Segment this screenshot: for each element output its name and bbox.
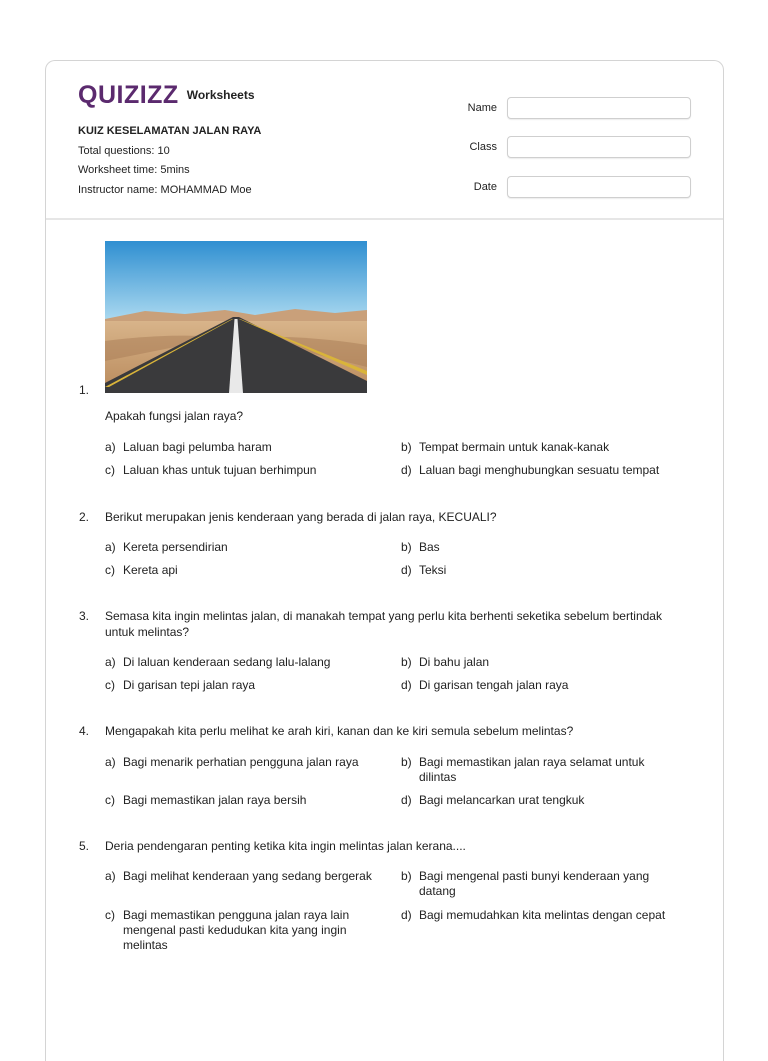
option-b[interactable] [401,869,681,900]
option-letter: c) [105,793,115,807]
option-text-line2: mengenal pasti kedudukan kita yang ingin [123,923,347,937]
option-text: Laluan bagi menghubungkan sesuatu tempat [419,463,660,477]
road-photo [105,241,367,393]
option-text: Tempat bermain untuk kanak-kanak [419,440,610,454]
option-letter: a) [105,655,116,669]
option-text-line2: dilintas [419,770,457,784]
option-text: Bagi melihat kenderaan yang sedang bergerak [123,869,372,883]
option-text: Kereta persendirian [123,540,228,554]
option-letter: b) [401,655,412,669]
question-number: 3. [79,609,90,623]
question-number: 2. [79,510,90,524]
name-row [457,88,691,128]
option-letter: d) [401,908,412,922]
option-text: Bas [419,540,440,554]
class-label: Class [469,141,497,154]
option-letter: d) [401,563,412,577]
question-text-line2: untuk melintas? [105,625,190,639]
option-text: Bagi menarik perhatian pengguna jalan raya [123,755,359,769]
date-field[interactable] [507,176,691,198]
option-letter: a) [105,755,116,769]
option-text-line2: datang [419,884,456,898]
worksheet-title: KUIZ KESELAMATAN JALAN RAYA [78,125,262,137]
option-text: Laluan bagi pelumba haram [123,440,272,454]
question-text-line1: Semasa kita ingin melintas jalan, di manakah tempat yang perlu kita berhenti seketika sebelum bertindak [105,609,662,623]
option-letter: a) [105,540,116,554]
option-text-line1: Bagi mengenal pasti bunyi kenderaan yang [419,869,650,883]
question-text: Deria pendengaran penting ketika kita ingin melintas jalan kerana.... [105,839,466,853]
total-questions: Total questions: 10 [78,144,170,157]
option-letter: a) [105,869,116,883]
question-number: 1. [79,383,90,397]
student-fields [457,88,691,207]
question-text: Mengapakah kita perlu melihat ke arah kiri, kanan dan ke kiri semula sebelum melintas? [105,724,574,738]
option-text: Di garisan tengah jalan raya [419,678,569,692]
logo-suffix: Worksheets [186,88,255,102]
option-text-line1: Bagi memastikan jalan raya selamat untuk [419,755,645,769]
option-letter: c) [105,678,115,692]
option-text: Bagi memudahkan kita melintas dengan cepat [419,908,666,922]
class-row [457,128,691,168]
option-letter: c) [105,463,115,477]
option-letter: b) [401,869,412,883]
option-text: Di garisan tepi jalan raya [123,678,256,692]
option-text-line1: Bagi memastikan pengguna jalan raya lain [123,908,350,922]
date-row [457,167,691,207]
question-text: Apakah fungsi jalan raya? [105,409,244,423]
option-letter: d) [401,463,412,477]
option-b[interactable] [401,755,681,786]
option-letter: c) [105,563,115,577]
option-letter: b) [401,755,412,769]
option-text: Laluan khas untuk tujuan berhimpun [123,463,317,477]
option-text: Di laluan kenderaan sedang lalu-lalang [123,655,331,669]
worksheet-header [46,61,723,220]
quizizz-logo [78,81,255,109]
option-text: Teksi [419,563,447,577]
option-text: Bagi melancarkan urat tengkuk [419,793,585,807]
name-label: Name [467,101,497,114]
option-text: Bagi memastikan jalan raya bersih [123,793,307,807]
instructor-name: Instructor name: MOHAMMAD Moe [78,183,252,196]
name-field[interactable] [507,97,691,119]
date-label: Date [473,180,497,193]
option-letter: d) [401,793,412,807]
option-c[interactable] [105,908,385,954]
option-text: Di bahu jalan [419,655,490,669]
question-number: 5. [79,839,90,853]
option-letter: b) [401,440,412,454]
worksheet-time: Worksheet time: 5mins [78,164,190,176]
option-letter: c) [105,908,115,922]
option-letter: d) [401,678,412,692]
option-text-line3: melintas [123,938,168,952]
question-number: 4. [79,724,90,738]
class-field[interactable] [507,136,691,158]
option-letter: a) [105,440,116,454]
worksheet-page [45,60,724,1061]
question-text: Berikut merupakan jenis kenderaan yang berada di jalan raya, KECUALI? [105,510,497,524]
option-letter: b) [401,540,412,554]
worksheet-meta [78,122,261,200]
option-text: Kereta api [123,563,178,577]
logo-wordmark: QUIZIZZ [78,80,179,109]
